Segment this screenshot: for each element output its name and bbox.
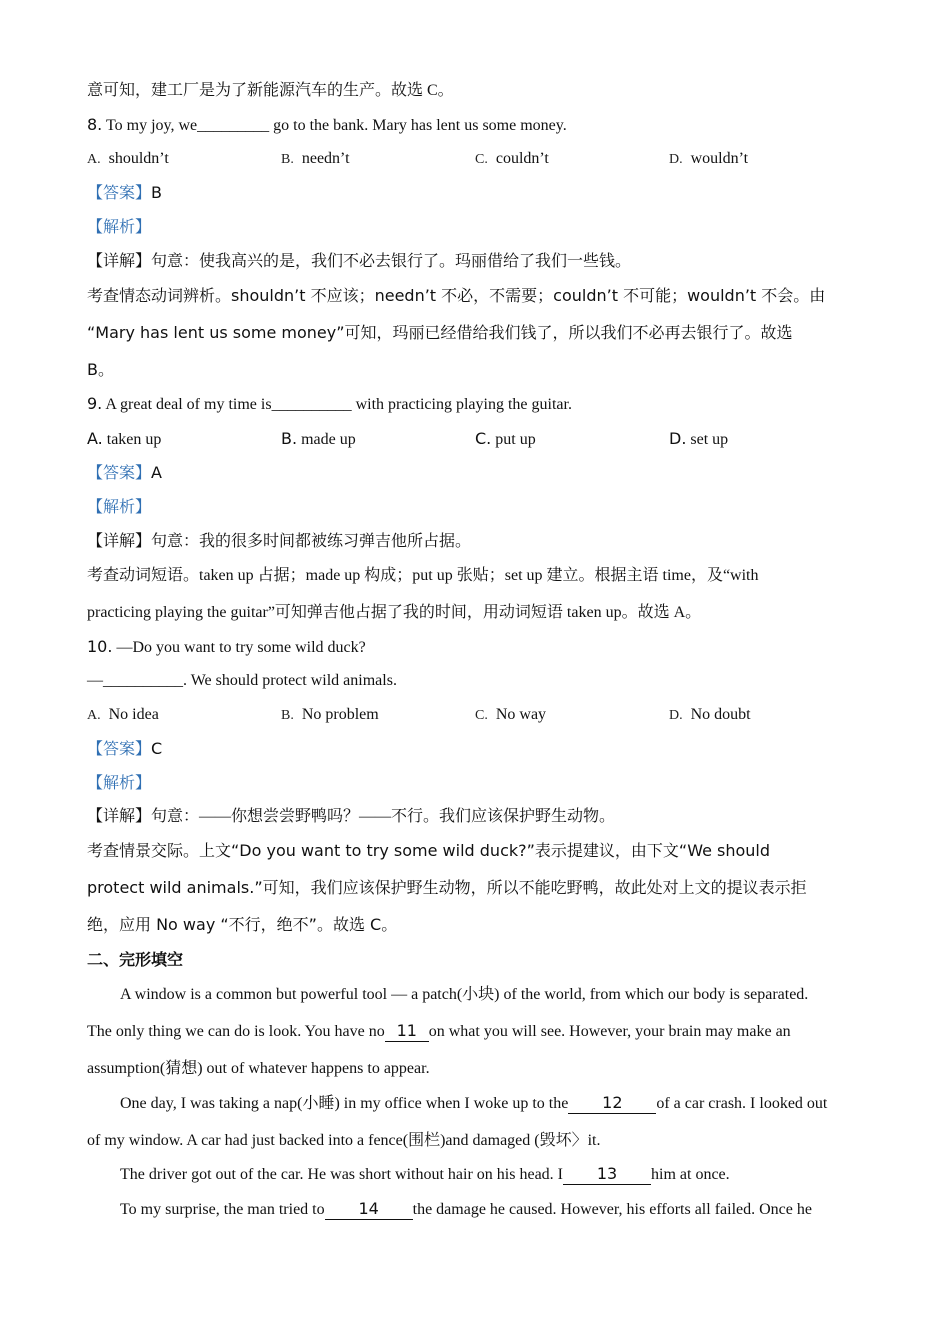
q10-answer: 【答案】C xyxy=(87,739,163,758)
q8-option-d: D. wouldn’t xyxy=(669,150,749,167)
q9-option-b: B. made up xyxy=(281,429,356,448)
q9-option-c: C. put up xyxy=(475,429,536,448)
q8-answer-label: 【答案】 xyxy=(87,185,152,202)
q10-analysis-label: 【解析】 xyxy=(87,775,152,792)
q10-option-b: B. No problem xyxy=(281,706,379,723)
section-heading: 二、完形填空 xyxy=(87,950,184,969)
q9-number: 9. xyxy=(87,394,103,413)
q8-analysis-label: 【解析】 xyxy=(87,219,152,236)
q10-stem-2: —__________. We should protect wild animals. xyxy=(87,672,397,689)
q8-option-a: A. shouldn’t xyxy=(87,150,169,167)
q10-answer-value: C xyxy=(151,739,163,758)
passage-p1-line2: The only thing we can do is look. You have no 11 on what you will see. However, your brain may make an xyxy=(87,1021,791,1040)
q8-option-c: C. couldn’t xyxy=(475,150,549,167)
q8-explain-2: “Mary has lent us some money”可知，玛丽已经借给我们钱了，所以我们不必再去银行了。故选 xyxy=(87,323,793,342)
q9-stem xyxy=(87,393,572,416)
q8-answer xyxy=(87,182,162,205)
blank-11: 11 xyxy=(385,1022,429,1042)
q9-detail: 【详解】句意：我的很多时间都被练习弹吉他所占据。 xyxy=(87,533,472,550)
q8-explain-3: B。 xyxy=(87,360,114,379)
blank-12: 12 xyxy=(568,1094,656,1114)
q9-stem-text: A great deal of my time is__________ with practicing playing the guitar. xyxy=(102,396,572,413)
q10-explain-1: 考查情景交际。上文“Do you want to try some wild duck?”表示提建议，由下文“We should xyxy=(87,841,771,860)
q10-stem-1: 10. —Do you want to try some wild duck? xyxy=(87,637,366,656)
q9-explain-2: practicing playing the guitar”可知弹吉他占据了我的时间，用动词短语 taken up。故选 A。 xyxy=(87,604,702,621)
q8-number: 8. xyxy=(87,115,103,134)
q9-option-a: A. taken up xyxy=(87,429,162,448)
blank-14: 14 xyxy=(325,1200,413,1220)
passage-p4-line1: To my surprise, the man tried to 14 the damage he caused. However, his efforts all failed. Once he xyxy=(120,1199,812,1218)
q9-answer-value: A xyxy=(151,463,162,482)
intro-tail: 意可知，建工厂是为了新能源汽车的生产。故选 C。 xyxy=(87,82,454,99)
blank-13: 13 xyxy=(563,1165,651,1185)
q9-option-d: D. set up xyxy=(669,429,729,448)
q8-option-b: B. needn’t xyxy=(281,150,350,167)
q10-option-a: A. No idea xyxy=(87,706,159,723)
passage-p1-line3: assumption(猜想) out of whatever happens to appear. xyxy=(87,1060,430,1077)
q10-number: 10. xyxy=(87,637,113,656)
q10-explain-3: 绝，应用 No way “不行，绝不”。故选 C。 xyxy=(87,915,398,934)
q9-analysis-label: 【解析】 xyxy=(87,499,152,516)
q9-explain-1: 考查动词短语。taken up 占据；made up 构成；put up 张贴；set up 建立。根据主语 time，及“with xyxy=(87,567,759,584)
passage-p2-line2: of my window. A car had just backed into a fence(围栏)and damaged (毁坏〉it. xyxy=(87,1132,601,1149)
q10-detail: 【详解】句意：——你想尝尝野鸭吗？——不行。我们应该保护野生动物。 xyxy=(87,808,616,825)
q8-answer-value: B xyxy=(151,183,162,202)
q8-detail: 【详解】句意：使我高兴的是，我们不必去银行了。玛丽借给了我们一些钱。 xyxy=(87,253,632,270)
q9-answer: 【答案】A xyxy=(87,463,162,482)
passage-p1-line1: A window is a common but powerful tool — a patch(小块) of the world, from which our body is separated. xyxy=(120,986,809,1003)
q8-stem-text: To my joy, we_________ go to the bank. Mary has lent us some money. xyxy=(102,117,567,134)
q10-explain-2: protect wild animals.”可知，我们应该保护野生动物，所以不能吃野鸭，故此处对上文的提议表示拒 xyxy=(87,878,807,897)
q8-explain-1: 考查情态动词辨析。shouldn’t 不应该；needn’t 不必，不需要；couldn’t 不可能；wouldn’t 不会。由 xyxy=(87,286,826,305)
passage-p3-line1: The driver got out of the car. He was short without hair on his head. I 13 him at once. xyxy=(120,1164,730,1183)
q8-stem xyxy=(87,114,567,137)
q10-option-c: C. No way xyxy=(475,706,547,723)
q10-option-d: D. No doubt xyxy=(669,706,751,723)
passage-p2-line1: One day, I was taking a nap(小睡) in my office when I woke up to the 12 of a car crash. I looked out xyxy=(120,1093,828,1112)
